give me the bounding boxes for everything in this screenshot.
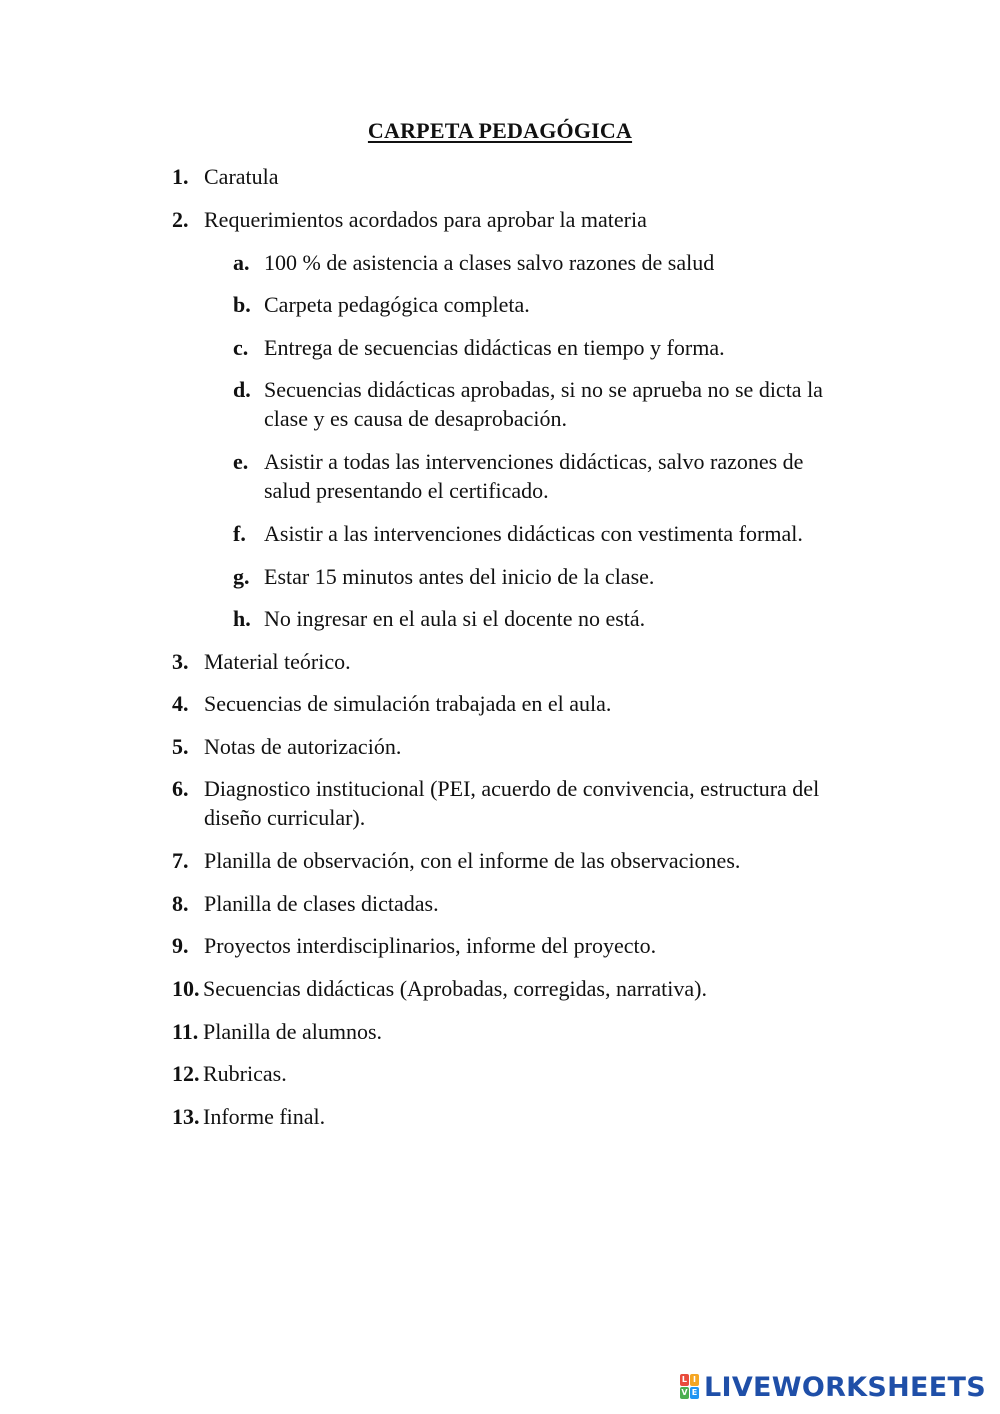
item-text: Proyectos interdisciplinarios, informe del proyecto. [204, 933, 657, 958]
list-item [172, 931, 852, 960]
list-item [172, 205, 852, 234]
sub-item-text: Carpeta pedagógica completa. [264, 292, 530, 317]
item-number: 11. [172, 1019, 199, 1044]
item-text: Planilla de observación, con el informe de las observaciones. [204, 848, 741, 873]
item-text: Diagnostico institucional (PEI, acuerdo de convivencia, estructura del diseño curricular). [204, 776, 820, 830]
item-text: Planilla de clases dictadas. [204, 891, 439, 916]
item-number: 8. [172, 891, 189, 916]
list-item [172, 1017, 852, 1046]
item-number: 1. [172, 164, 189, 189]
sub-item-letter: e. [233, 449, 249, 474]
list-item [172, 974, 852, 1003]
sub-list-item [233, 375, 853, 433]
logo-letter: V [681, 1388, 688, 1397]
item-number: 7. [172, 848, 189, 873]
sub-item-letter: c. [233, 335, 249, 360]
item-number: 13. [172, 1104, 200, 1129]
list-item [172, 846, 852, 875]
sub-list-item [233, 562, 853, 591]
sub-item-letter: f. [233, 521, 246, 546]
sub-list-item [233, 604, 853, 633]
sub-item-text: No ingresar en el aula si el docente no está. [264, 606, 646, 631]
item-number: 10. [172, 976, 200, 1001]
item-text: Notas de autorización. [204, 734, 402, 759]
item-text: Secuencias de simulación trabajada en el aula. [204, 691, 612, 716]
list-item [172, 689, 852, 718]
sub-item-text: Asistir a todas las intervenciones didácticas, salvo razones de salud presentando el certificado. [264, 449, 804, 503]
sub-item-letter: b. [233, 292, 251, 317]
item-text: Secuencias didácticas (Aprobadas, corregidas, narrativa). [203, 976, 707, 1001]
list-item [172, 1102, 852, 1131]
item-number: 6. [172, 776, 189, 801]
item-number: 4. [172, 691, 189, 716]
item-number: 9. [172, 933, 189, 958]
sub-item-text: Estar 15 minutos antes del inicio de la clase. [264, 564, 655, 589]
sub-item-text: Asistir a las intervenciones didácticas con vestimenta formal. [264, 521, 803, 546]
sub-item-letter: h. [233, 606, 251, 631]
brand-text: LIVEWORKSHEETS [703, 1371, 986, 1403]
item-number: 12. [172, 1061, 200, 1086]
sub-item-text: Secuencias didácticas aprobadas, si no se aprueba no se dicta la clase y es causa de desaprobación. [264, 377, 823, 431]
liveworksheets-logo[interactable] [680, 1372, 986, 1402]
sub-item-letter: g. [233, 564, 250, 589]
sub-list-item [233, 447, 853, 505]
sub-list-item [233, 519, 853, 548]
item-text: Caratula [204, 164, 279, 189]
logo-icon [680, 1374, 700, 1400]
sub-item-text: Entrega de secuencias didácticas en tiempo y forma. [264, 335, 725, 360]
item-number: 3. [172, 649, 189, 674]
sub-item-letter: a. [233, 250, 250, 275]
logo-letter: E [691, 1388, 698, 1397]
list-item [172, 774, 852, 832]
item-number: 2. [172, 207, 189, 232]
sub-item-text: 100 % de asistencia a clases salvo razones de salud [264, 250, 715, 275]
logo-letter: I [690, 1374, 699, 1386]
sub-list-item [233, 248, 853, 277]
item-text: Requerimientos acordados para aprobar la materia [204, 207, 647, 232]
list-item [172, 1059, 852, 1088]
list-item [172, 162, 852, 191]
item-number: 5. [172, 734, 189, 759]
sub-list-item [233, 290, 853, 319]
sub-item-letter: d. [233, 377, 251, 402]
list-item [172, 732, 852, 761]
list-item [172, 647, 852, 676]
item-text: Informe final. [203, 1104, 326, 1129]
item-text: Material teórico. [204, 649, 351, 674]
logo-letter: L [681, 1375, 688, 1384]
item-text: Rubricas. [203, 1061, 287, 1086]
page-title: CARPETA PEDAGÓGICA [367, 118, 633, 143]
item-text: Planilla de alumnos. [203, 1019, 383, 1044]
sub-list-item [233, 333, 853, 362]
list-item [172, 889, 852, 918]
